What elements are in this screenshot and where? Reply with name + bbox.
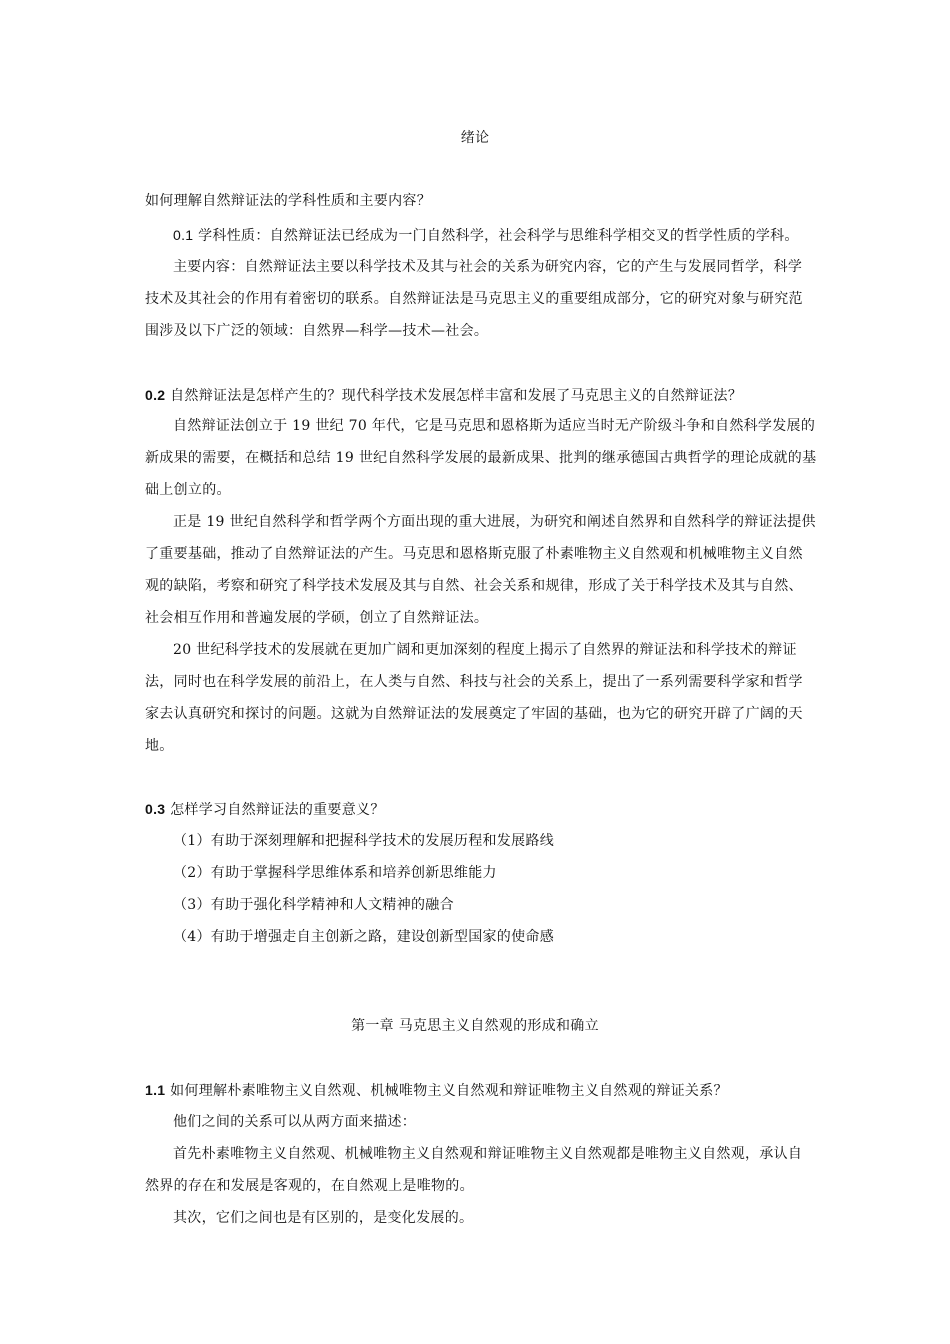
paragraph-line: 主要内容：自然辩证法主要以科学技术及其与社会的关系为研究内容，它的产生与发展同哲学，科学 [173,259,803,275]
paragraph-line: 社会相互作用和普遍发展的学硕，创立了自然辩证法。 [145,610,489,626]
heading-text: 怎样学习自然辩证法的重要意义？ [165,802,385,818]
list-item: （1）有助于深刻理解和把握科学技术的发展历程和发展路线 [173,833,555,849]
paragraph-line: 其次，它们之间也是有区别的，是变化发展的。 [173,1210,474,1226]
heading-text: 如何理解朴素唯物主义自然观、机械唯物主义自然观和辩证唯物主义自然观的辩证关系？ [165,1083,728,1099]
paragraph-0-1 [173,225,813,246]
paragraph-line: 20 世纪科学技术的发展就在更加广阔和更加深刻的程度上揭示了自然界的辩证法和科学技术的辩证 [173,642,797,658]
paragraph-line: 新成果的需要，在概括和总结 19 世纪自然科学发展的最新成果、批判的继承德国古典哲学的理论成就的基 [145,450,817,466]
paragraph-line: 他们之间的关系可以从两方面来描述： [173,1114,417,1130]
paragraph-line: 然界的存在和发展是客观的，在自然观上是唯物的。 [145,1178,474,1194]
paragraph-line: 首先朴素唯物主义自然观、机械唯物主义自然观和辩证唯物主义自然观都是唯物主义自然观，承认自 [173,1146,803,1162]
paragraph-line: 技术及其社会的作用有着密切的联系。自然辩证法是马克思主义的重要组成部分，它的研究对象与研究范 [145,291,803,307]
section-number: 0.2 [145,387,166,403]
paragraph-line: 观的缺陷，考察和研究了科学技术发展及其与自然、社会关系和规律，形成了关于科学技术及其与自然、 [145,578,803,594]
question-prompt: 如何理解自然辩证法的学科性质和主要内容？ [145,193,431,209]
heading-1-1 [145,1080,810,1101]
intro-title: 绪论 [460,130,490,146]
paragraph-text: 学科性质：自然辩证法已经成为一门自然科学，社会科学与思维科学相交叉的哲学性质的学科。 [193,228,799,244]
paragraph-line: 围涉及以下广泛的领域：自然界—科学—技术—社会。 [145,323,489,339]
heading-0-2 [145,385,810,406]
paragraph-line: 了重要基础，推动了自然辩证法的产生。马克思和恩格斯克服了朴素唯物主义自然观和机械唯物主义自然 [145,546,803,562]
paragraph-line: 地。 [145,738,174,754]
heading-text: 自然辩证法是怎样产生的？现代科学技术发展怎样丰富和发展了马克思主义的自然辩证法？ [165,388,743,404]
paragraph-line: 法，同时也在科学发展的前沿上，在人类与自然、科技与社会的关系上，提出了一系列需要科学家和哲学 [145,674,803,690]
list-item: （3）有助于强化科学精神和人文精神的融合 [173,897,454,913]
section-number: 0.1 [173,227,194,243]
list-item: （2）有助于掌握科学思维体系和培养创新思维能力 [173,865,497,881]
paragraph-line: 正是 19 世纪自然科学和哲学两个方面出现的重大进展，为研究和阐述自然界和自然科学的辩证法提供 [173,514,816,530]
paragraph-line: 础上创立的。 [145,482,231,498]
section-number: 1.1 [145,1082,166,1098]
paragraph-line: 家去认真研究和探讨的问题。这就为自然辩证法的发展奠定了牢固的基础，也为它的研究开辟了广阔的天 [145,706,803,722]
paragraph-line: 自然辩证法创立于 19 世纪 70 年代，它是马克思和恩格斯为适应当时无产阶级斗争和自然科学发展的 [173,418,816,434]
chapter-title: 第一章 马克思主义自然观的形成和确立 [351,1018,599,1034]
section-number: 0.3 [145,801,166,817]
heading-0-3 [145,799,810,820]
list-item: （4）有助于增强走自主创新之路，建设创新型国家的使命感 [173,929,555,945]
